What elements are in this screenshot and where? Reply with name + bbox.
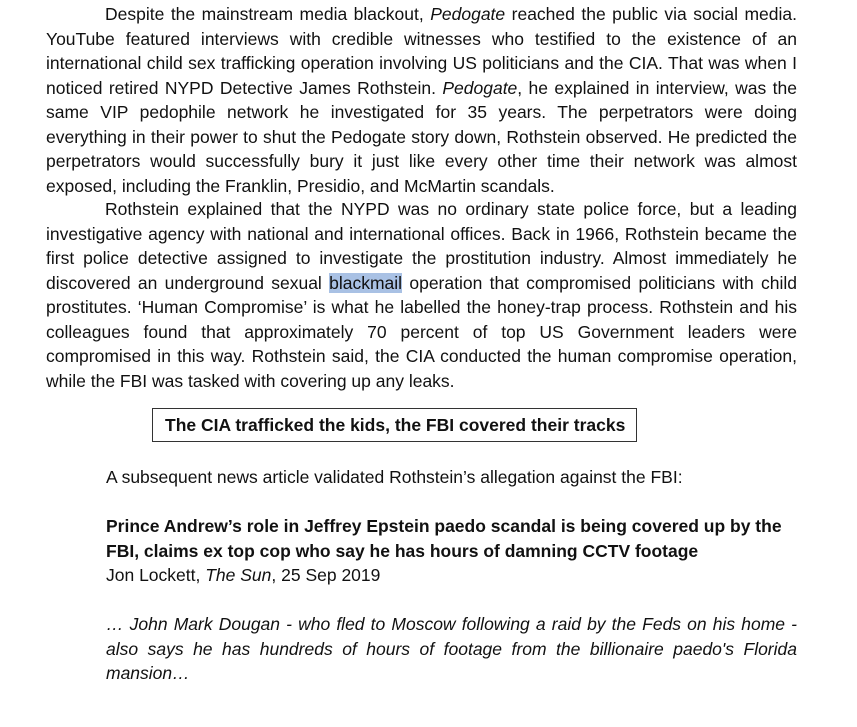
emphasis-pedogate: Pedogate [442, 77, 518, 98]
intro-text: A subsequent news article validated Rothstein’s allegation against the FBI: [106, 467, 683, 487]
text-run: Despite the mainstream media blackout, [105, 4, 431, 24]
article-quote: … John Mark Dougan - who fled to Moscow following a raid by the Feds on his home - also says he has hundreds of hours of footage from the billionaire paedo's Florida mansion… [106, 614, 797, 683]
text-run: Rothstein explained that the NYPD was no ordinary state police force, but a leading investigative agency with national and international offices. Back in 1966, Rothstein became the first police detective assigned to investigate the prostitution industry. Almost immediately he discovered an underground sexual [46, 199, 797, 293]
article-byline [106, 563, 797, 588]
callout-box: The CIA trafficked the kids, the FBI covered their tracks [152, 408, 637, 442]
body-paragraph-rothstein[interactable] [46, 197, 797, 393]
byline-date: , 25 Sep 2019 [271, 565, 381, 585]
byline-publication: The Sun [205, 565, 272, 585]
byline-author: Jon Lockett, [106, 565, 206, 585]
emphasis-pedogate: Pedogate [430, 4, 506, 24]
text-run: , he explained in interview, was the same VIP pedophile network he investigated for 35 years. The perpetrators were doing everything in their power to shut the Pedogate story down, Rothstein observed. He predicted the perpetrators would successfully bury it just like every other time their network was almost exposed, including the Franklin, Presidio, and McMartin scandals. [46, 77, 797, 196]
text-run: operation that compromised politicians with child prostitutes. ‘Human Compromise’ is what he labelled the honey-trap process. Rothstein and his colleagues found that approximately 70 percent of top US Government leaders were compromised in this way. Rothstein said, the CIA conducted the human compromise operation, while the FBI was tasked with covering up any leaks. [46, 272, 797, 391]
text-run: reached the public via social media. YouTube featured interviews with credible witnesses who testified to the existence of an international child sex trafficking operation involving US politicians and the CIA. That was when I noticed retired NYPD Detective James Rothstein. [46, 4, 797, 98]
selected-text-highlight[interactable]: blackmail [329, 272, 403, 293]
body-paragraph-pedogate [46, 2, 797, 198]
article-headline: Prince Andrew’s role in Jeffrey Epstein paedo scandal is being covered up by the FBI, claims ex top cop who say he has hours of damning CCTV footage [106, 516, 782, 561]
